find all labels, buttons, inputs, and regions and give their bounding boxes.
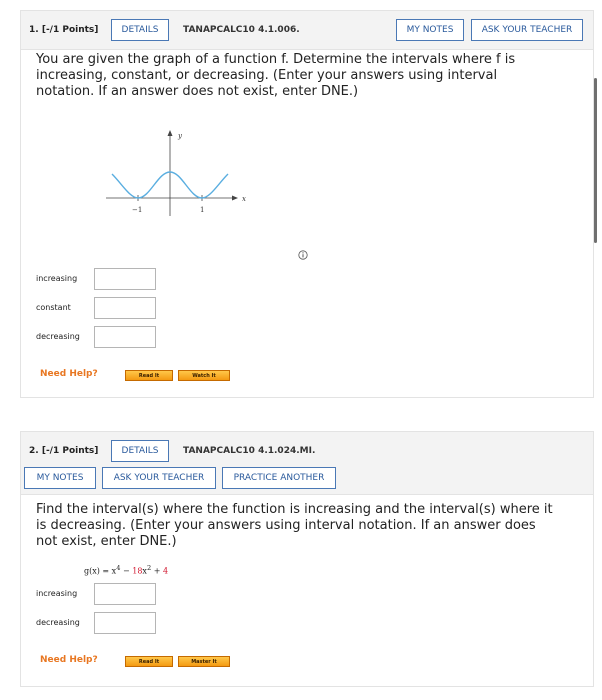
- master-it-button[interactable]: Master It: [178, 656, 230, 667]
- function-formula: $g(x) = x^4 - 18x^2 + 4$: [84, 564, 169, 576]
- y-axis-arrow: [168, 130, 173, 136]
- practice-another-button[interactable]: PRACTICE ANOTHER: [222, 467, 336, 489]
- x-tick-pos-label: 1: [200, 206, 205, 214]
- question-1-code: TANAPCALC10 4.1.006.: [183, 25, 300, 35]
- watch-it-button[interactable]: Watch It: [178, 370, 230, 381]
- x-axis-arrow: [232, 196, 238, 201]
- read-it-button-2[interactable]: Read It: [125, 656, 173, 667]
- scrollbar[interactable]: [594, 78, 597, 243]
- need-help-label: Need Help?: [40, 369, 98, 379]
- question-2-number: 2. [-/1 Points]: [29, 446, 99, 456]
- function-graph: [92, 122, 252, 222]
- constant-label: constant: [36, 303, 71, 312]
- details-button[interactable]: DETAILS: [111, 440, 169, 462]
- decreasing-input[interactable]: [94, 326, 156, 348]
- details-button[interactable]: DETAILS: [111, 19, 169, 41]
- question-1-number: 1. [-/1 Points]: [29, 25, 99, 35]
- question-2-code: TANAPCALC10 4.1.024.MI.: [183, 446, 316, 456]
- x-axis-label: x: [242, 195, 246, 203]
- decreasing-label: decreasing: [36, 332, 80, 341]
- ask-teacher-button-2[interactable]: ASK YOUR TEACHER: [102, 467, 216, 489]
- question-1-header: [21, 11, 593, 50]
- ask-teacher-button[interactable]: ASK YOUR TEACHER: [471, 19, 583, 41]
- decreasing-input-2[interactable]: [94, 612, 156, 634]
- increasing-input-2[interactable]: [94, 583, 156, 605]
- need-help-label-2: Need Help?: [40, 655, 98, 665]
- increasing-label: increasing: [36, 274, 78, 283]
- decreasing-label-2: decreasing: [36, 618, 80, 627]
- my-notes-button[interactable]: MY NOTES: [396, 19, 464, 41]
- question-1-prompt: You are given the graph of a function f. Determine the intervals where f is increasing, constant, or decreasing. (Enter your answers using interval notation. If an answer does not exist, enter DNE.): [36, 52, 516, 99]
- my-notes-button-2[interactable]: MY NOTES: [24, 467, 96, 489]
- y-axis-label: y: [178, 132, 182, 140]
- read-it-button[interactable]: Read It: [125, 370, 173, 381]
- increasing-input[interactable]: [94, 268, 156, 290]
- increasing-label-2: increasing: [36, 589, 78, 598]
- info-icon[interactable]: [298, 250, 308, 260]
- x-tick-neg-label: −1: [132, 206, 143, 214]
- question-2-prompt: Find the interval(s) where the function is increasing and the interval(s) where it is decreasing. (Enter your answers using interval notation. If an answer does not exist, enter DNE.): [36, 502, 553, 549]
- constant-input[interactable]: [94, 297, 156, 319]
